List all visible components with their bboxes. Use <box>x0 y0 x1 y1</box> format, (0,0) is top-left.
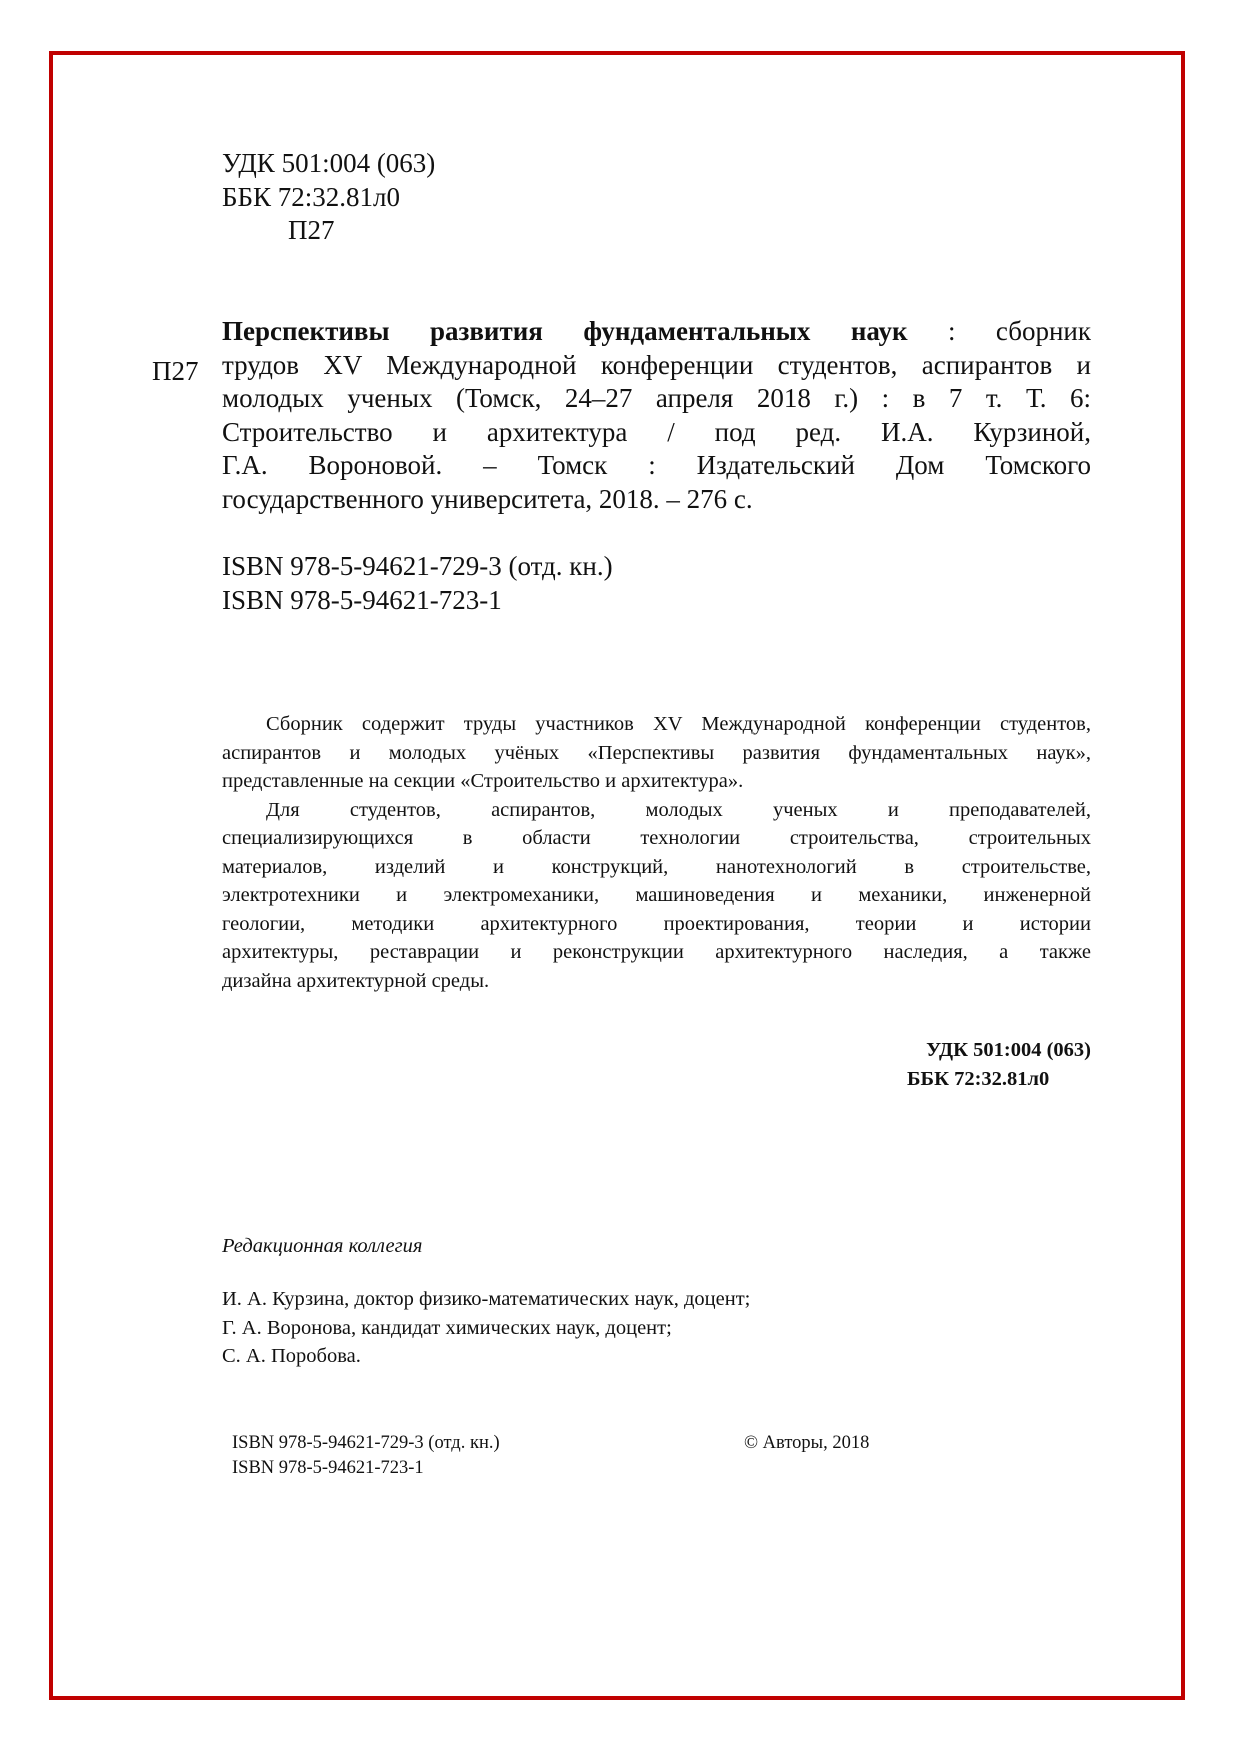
editor-item: И. А. Курзина, доктор физико-математических наук, доцент; <box>222 1288 751 1310</box>
description-line: трудов XV Международной конференции студентов, аспирантов и <box>222 349 1091 380</box>
footer-isbn <box>232 1431 500 1480</box>
editor-item: С. А. Поробова. <box>222 1345 361 1367</box>
isbn-block <box>222 550 613 617</box>
footer-isbn-volume: ISBN 978-5-94621-729-3 (отд. кн.) <box>232 1433 500 1453</box>
abstract-line: архитектуры, реставрации и реконструкции архитектурного наследия, а также <box>222 941 1091 963</box>
abstract-line: электротехники и электромеханики, машиноведения и механики, инженерной <box>222 884 1091 906</box>
abstract-line: Сборник содержит труды участников XV Международной конференции студентов, <box>266 713 1091 735</box>
abstract <box>222 710 1091 995</box>
isbn-set: ISBN 978-5-94621-723-1 <box>222 584 502 615</box>
catalog-codes <box>222 147 435 248</box>
bbk-right-code: ББК 72:32.81л0 <box>907 1067 1050 1090</box>
abstract-line: дизайна архитектурной среды. <box>222 969 490 992</box>
udk-right-code: УДК 501:004 (063) <box>926 1039 1091 1061</box>
abstract-line: специализирующихся в области технологии строительства, строительных <box>222 827 1091 849</box>
udk-code: УДК 501:004 (063) <box>222 148 436 178</box>
editorial-heading: Редакционная коллегия <box>222 1235 423 1257</box>
description-line: государственного университета, 2018. – 276 с. <box>222 483 753 514</box>
side-author-sign: П27 <box>152 356 199 386</box>
footer-isbn-set: ISBN 978-5-94621-723-1 <box>232 1457 424 1478</box>
description-line: Перспективы развития фундаментальных наук : сборник <box>222 316 1091 346</box>
description-line: молодых ученых (Томск, 24–27 апреля 2018 г.) : в 7 т. Т. 6: <box>222 383 1091 413</box>
bibliographic-description <box>222 315 1091 516</box>
abstract-line: геологии, методики архитектурного проектирования, теории и истории <box>222 912 1091 935</box>
description-line: Г.А. Вороновой. – Томск : Издательский Дом Томского <box>222 450 1091 480</box>
book-title: Перспективы развития фундаментальных наук <box>222 316 908 346</box>
abstract-line: Для студентов, аспирантов, молодых ученых и преподавателей, <box>266 798 1091 821</box>
udk-right-block <box>870 1036 1091 1093</box>
bbk-code: ББК 72:32.81л0 <box>222 181 400 212</box>
editorial-members <box>222 1285 750 1371</box>
copyright: © Авторы, 2018 <box>744 1433 870 1453</box>
editor-item: Г. А. Воронова, кандидат химических наук, доцент; <box>222 1316 672 1339</box>
abstract-line: материалов, изделий и конструкций, нанотехнологий в строительстве, <box>222 855 1091 878</box>
abstract-line: представленные на секции «Строительство и архитектура». <box>222 770 744 792</box>
author-sign: П27 <box>288 215 335 245</box>
abstract-line: аспирантов и молодых учёных «Перспективы развития фундаментальных наук», <box>222 741 1091 764</box>
isbn-volume: ISBN 978-5-94621-729-3 (отд. кн.) <box>222 551 613 581</box>
description-line: Строительство и архитектура / под ред. И.А. Курзиной, <box>222 416 1091 447</box>
